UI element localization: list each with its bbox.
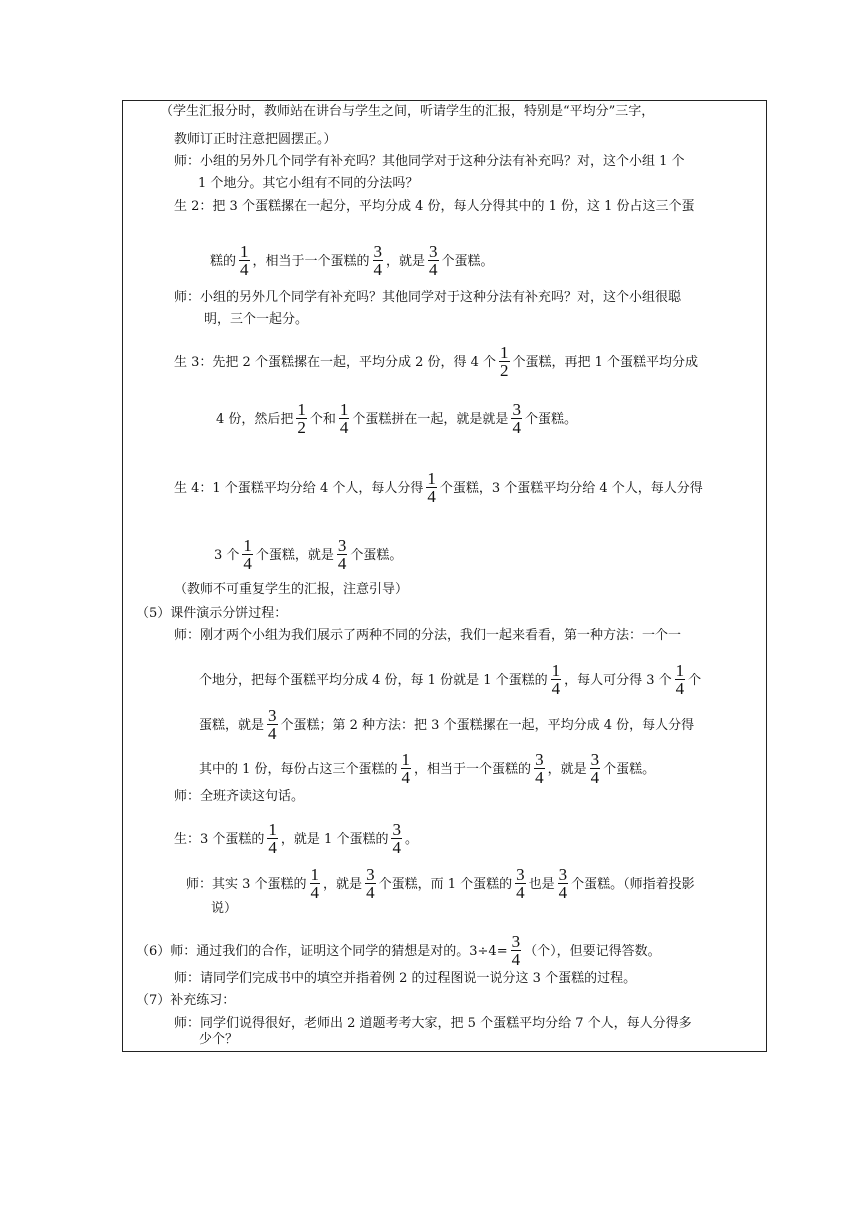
- fraction: [534, 751, 545, 786]
- line-text: 糕的: [210, 254, 237, 269]
- line-text: ，就是: [386, 254, 426, 269]
- text-line: [199, 663, 701, 698]
- fraction-numerator: 3: [392, 820, 401, 839]
- fraction: [267, 707, 278, 742]
- fraction-denominator: 4: [401, 768, 411, 787]
- fraction-numerator: 1: [240, 242, 249, 261]
- fraction: [426, 470, 437, 505]
- text-line: [211, 901, 237, 917]
- fraction: [365, 866, 376, 901]
- line-text: （5）课件演示分饼过程：: [136, 606, 288, 621]
- fraction: [515, 866, 526, 901]
- fraction: [428, 243, 439, 278]
- line-text: 蛋糕，就是: [199, 718, 265, 733]
- line-text: （学生汇报分时，教师站在讲台与学生之间，听请学生的汇报，特别是“平均分”三字，: [160, 104, 655, 119]
- line-text: 教师订正时注意把圆摆正。）: [174, 132, 337, 147]
- text-line: [174, 290, 681, 306]
- fraction-numerator: 1: [427, 469, 436, 488]
- line-text: ，就是: [547, 762, 587, 777]
- text-line: [199, 752, 655, 787]
- fraction: [558, 866, 569, 901]
- fraction-denominator: 4: [427, 487, 436, 506]
- text-line: [136, 993, 235, 1009]
- fraction-numerator: 1: [297, 400, 306, 419]
- line-text: 师：全班齐读这句话。: [174, 789, 305, 804]
- line-text: 师：请同学们完成书中的填空并指着例 2 的过程图说一说分这 3 个蛋糕的过程。: [174, 971, 637, 986]
- fraction: [242, 537, 253, 572]
- text-line: [174, 199, 695, 215]
- fraction: [401, 751, 412, 786]
- fraction-numerator: 1: [500, 343, 509, 362]
- text-line: [160, 104, 654, 120]
- fraction: [511, 933, 522, 968]
- line-text: （教师不可重复学生的汇报，注意引导）: [174, 582, 409, 597]
- fraction-denominator: 4: [516, 883, 525, 902]
- fraction-numerator: 3: [429, 242, 438, 261]
- line-text: ，相当于一个蛋糕的: [414, 762, 532, 777]
- fraction: [675, 662, 686, 697]
- line-text: ，就是: [323, 877, 363, 892]
- line-text: 少个？: [199, 1032, 239, 1047]
- line-text: 个蛋糕；第 2 种方法：把 3 个蛋糕摞在一起，平均分成 4 份，每人分得: [280, 718, 695, 733]
- line-text: 个蛋糕，再把 1 个蛋糕平均分成: [512, 355, 699, 370]
- fraction-denominator: 4: [373, 260, 383, 279]
- line-text: 生 3：先把 2 个蛋糕摞在一起，平均分成 2 份，得 4 个: [174, 355, 497, 370]
- fraction-numerator: 3: [558, 865, 568, 884]
- fraction-numerator: 3: [373, 242, 383, 261]
- text-line: [174, 628, 681, 644]
- fraction-denominator: 2: [297, 418, 306, 437]
- fraction: [499, 344, 510, 379]
- text-line: [174, 1016, 692, 1032]
- text-line: [210, 244, 494, 279]
- fraction-denominator: 4: [558, 883, 568, 902]
- fraction-denominator: 4: [392, 838, 401, 857]
- line-text: 个蛋糕，3 个蛋糕平均分给 4 个人，每人分得: [439, 481, 703, 496]
- line-text: 。: [404, 832, 418, 847]
- text-line: [174, 789, 304, 805]
- text-line: [174, 132, 337, 148]
- line-text: 说）: [211, 901, 238, 916]
- line-text: 个: [688, 673, 702, 688]
- text-line: [199, 708, 694, 743]
- fraction-denominator: 4: [268, 724, 277, 743]
- line-text: 4 份，然后把: [216, 412, 294, 427]
- fraction-denominator: 2: [500, 361, 509, 380]
- fraction-denominator: 4: [366, 883, 375, 902]
- line-text: 也是: [528, 877, 555, 892]
- fraction: [337, 537, 348, 572]
- line-text: 个蛋糕，而 1 个蛋糕的: [378, 877, 513, 892]
- text-line: [186, 867, 695, 902]
- line-text: 师：其实 3 个蛋糕的: [186, 877, 307, 892]
- fraction-denominator: 4: [310, 883, 320, 902]
- fraction-denominator: 4: [590, 768, 600, 787]
- text-line: [174, 345, 698, 380]
- fraction-numerator: 1: [310, 865, 320, 884]
- fraction: [267, 821, 278, 856]
- text-line: [214, 538, 402, 573]
- line-text: 明，三个一起分。: [204, 312, 309, 327]
- line-text: ，就是 1 个蛋糕的: [280, 832, 389, 847]
- fraction: [339, 401, 350, 436]
- fraction-numerator: 1: [401, 750, 411, 769]
- fraction-denominator: 4: [675, 679, 685, 698]
- fraction-denominator: 4: [339, 418, 349, 437]
- text-line: [199, 1032, 238, 1048]
- fraction: [590, 751, 601, 786]
- line-text: 师：小组的另外几个同学有补充吗？其他同学对于这种分法有补充吗？对，这个小组 1 个: [174, 154, 685, 169]
- line-text: 个和: [309, 412, 336, 427]
- line-text: 个蛋糕，就是: [255, 548, 334, 563]
- line-text: 个蛋糕。: [524, 412, 577, 427]
- fraction-numerator: 3: [516, 865, 525, 884]
- fraction: [551, 662, 562, 697]
- fraction: [511, 401, 522, 436]
- line-text: 师：同学们说得很好，老师出 2 道题考考大家，把 5 个蛋糕平均分给 7 个人，每人分得多: [174, 1016, 692, 1031]
- text-line: [136, 606, 287, 622]
- text-line: [174, 471, 703, 506]
- text-line: [174, 971, 636, 987]
- line-text: 师：小组的另外几个同学有补充吗？其他同学对于这种分法有补充吗？对，这个小组很聪: [174, 290, 682, 305]
- fraction: [310, 866, 321, 901]
- line-text: 师：刚才两个小组为我们展示了两种不同的分法，我们一起来看看，第一种方法：一个一: [174, 628, 682, 643]
- line-text: （7）补充练习：: [136, 993, 236, 1008]
- line-text: 3 个: [214, 548, 240, 563]
- fraction-numerator: 1: [551, 661, 561, 680]
- fraction-numerator: 3: [590, 750, 600, 769]
- fraction-numerator: 3: [535, 750, 544, 769]
- line-text: （6）师：通过我们的合作，证明这个同学的猜想是对的。3÷4=: [136, 944, 508, 959]
- fraction-denominator: 4: [511, 950, 521, 969]
- fraction-numerator: 3: [268, 706, 277, 725]
- line-text: 1 个地分。其它小组有不同的分法吗？: [198, 176, 419, 191]
- text-line: [174, 822, 418, 857]
- fraction-numerator: 1: [675, 661, 685, 680]
- line-text: 个蛋糕。（师指着投影: [571, 877, 695, 892]
- text-line: [136, 934, 661, 969]
- line-text: 个地分，把每个蛋糕平均分成 4 份，每 1 份就是 1 个蛋糕的: [199, 673, 548, 688]
- fraction-denominator: 4: [551, 679, 561, 698]
- fraction-numerator: 3: [511, 932, 521, 951]
- fraction-denominator: 4: [512, 418, 521, 437]
- fraction: [239, 243, 250, 278]
- fraction-numerator: 3: [366, 865, 375, 884]
- line-text: 生 2：把 3 个蛋糕摞在一起分，平均分成 4 份，每人分得其中的 1 份，这 1 份占这三个蛋: [174, 199, 695, 214]
- line-text: （个），但要记得答数。: [524, 944, 661, 959]
- fraction-numerator: 1: [339, 400, 349, 419]
- fraction-denominator: 4: [240, 260, 249, 279]
- fraction: [296, 401, 307, 436]
- line-text: 生 4：1 个蛋糕平均分给 4 个人，每人分得: [174, 481, 424, 496]
- fraction-numerator: 1: [268, 820, 277, 839]
- fraction-denominator: 4: [268, 838, 277, 857]
- text-line: [174, 154, 685, 170]
- text-line: [198, 176, 418, 192]
- line-text: ，相当于一个蛋糕的: [252, 254, 370, 269]
- text-line: [216, 402, 577, 437]
- line-text: 个蛋糕。: [350, 548, 403, 563]
- fraction-denominator: 4: [337, 554, 347, 573]
- line-text: 个蛋糕。: [603, 762, 656, 777]
- fraction: [373, 243, 384, 278]
- line-text: ，每人可分得 3 个: [564, 673, 672, 688]
- fraction-numerator: 3: [512, 400, 521, 419]
- fraction: [391, 821, 402, 856]
- text-line: [174, 582, 408, 598]
- fraction-denominator: 4: [429, 260, 438, 279]
- line-text: 其中的 1 份，每份占这三个蛋糕的: [199, 762, 398, 777]
- fraction-numerator: 1: [243, 536, 252, 555]
- line-text: 个蛋糕。: [441, 254, 494, 269]
- fraction-numerator: 3: [337, 536, 347, 555]
- line-text: 个蛋糕拼在一起，就是就是: [352, 412, 509, 427]
- text-line: [204, 312, 308, 328]
- line-text: 生：3 个蛋糕的: [174, 832, 265, 847]
- fraction-denominator: 4: [535, 768, 544, 787]
- fraction-denominator: 4: [243, 554, 252, 573]
